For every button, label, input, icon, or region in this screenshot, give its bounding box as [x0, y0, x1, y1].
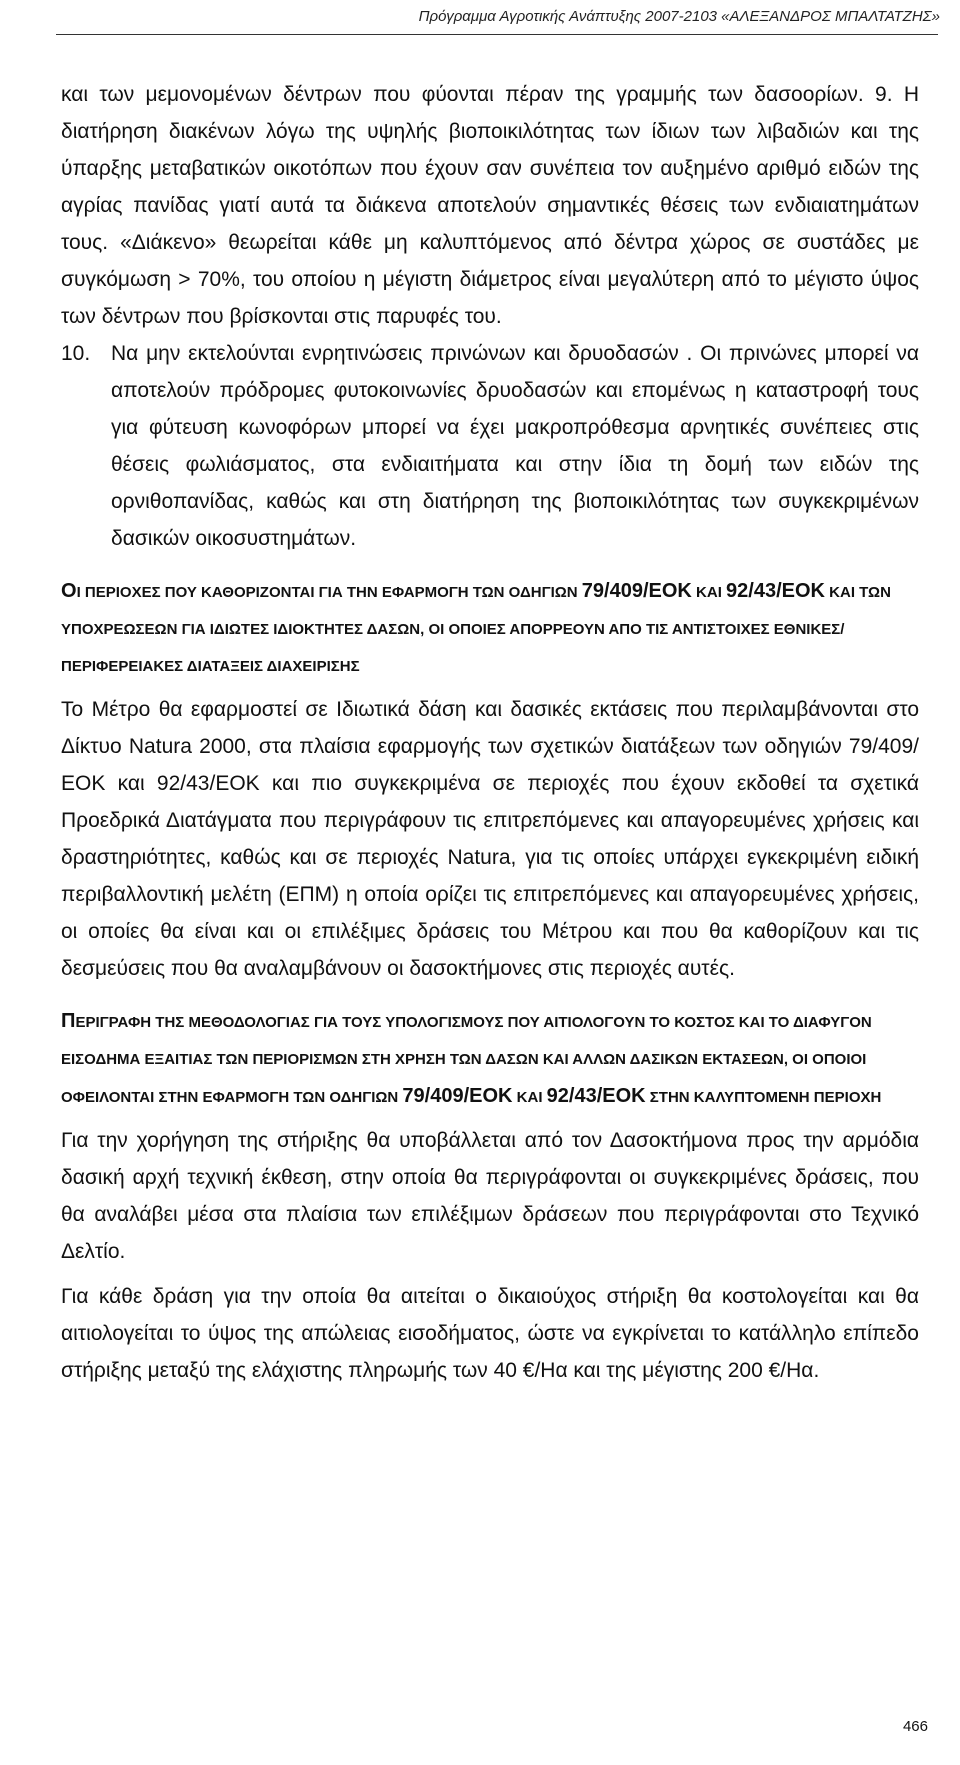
document-body	[61, 76, 919, 1389]
list-item-number: 10.	[61, 342, 91, 365]
section-heading-areas	[61, 573, 919, 685]
heading-text: ΚΑΙ ΤΩΝ ΥΠΟΧΡΕΩΣΕΩΝ ΓΙΑ ΙΔΙΩΤΕΣ ΙΔΙΟΚΤΗΤΕΣ ΔΑΣΩΝ, ΟΙ ΟΠΟΙΕΣ ΑΠΟΡΡΕΟΥΝ ΑΠΟ ΤΙΣ ΑΝΤΙΣΤΟΙΧΕΣ ΕΘΝΙΚΕΣ/ΠΕΡΙΦΕΡΕΙΑΚΕΣ ΔΙΑΤΑΞΕΙΣ ΔΙΑΧΕΙΡΙΣΗΣ	[61, 584, 891, 675]
list-item-10	[61, 335, 919, 557]
page-number: 466	[902, 1718, 928, 1735]
heading-text: Ι ΠΕΡΙΟΧΕΣ ΠΟΥ ΚΑΘΟΡΙΖΟΝΤΑΙ ΓΙΑ ΤΗΝ ΕΦΑΡΜΟΓΗ ΤΩΝ ΟΔΗΓΙΩΝ	[76, 584, 582, 601]
paragraph-continuation: και των μεμονομένων δέντρων που φύονται πέραν της γραμμής των δασοορίων. 9. Η διατήρηση διακένων λόγω της υψηλής βιοποικιλότητας των ίδιων των λιβαδιών και της ύπαρξης μεταβατικών οικοτόπων που έχουν σαν συνέπεια τον αυξημένο αριθμό ειδών της αγρίας πανίδας γιατί αυτά τα διάκενα αποτελούν σημαντικές θέσεις των ενδιαιατημάτων τους. «Διάκενο» θεωρείται κάθε μη καλυπτόμενος από δέντρα χώρος σε συστάδες με συγκόμωση > 70%, του οποίου η μέγιστη διάμετρος είναι μεγαλύτερη από το μέγιστο ύψος των δέντρων που βρίσκονται στις παρυφές του.	[61, 83, 919, 328]
heading-text: ΕΡΙΓΡΑΦΗ ΤΗΣ ΜΕΘΟΔΟΛΟΓΙΑΣ ΓΙΑ ΤΟΥΣ ΥΠΟΛΟΓΙΣΜΟΥΣ ΠΟΥ ΑΙΤΙΟΛΟΓΟΥΝ ΤΟ ΚΟΣΤΟΣ ΚΑΙ ΤΟ ΔΙΑΦΥΓΟΝ ΕΙΣΟΔΗΜΑ ΕΞΑΙΤΙΑΣ ΤΩΝ ΠΕΡΙΟΡΙΣΜΩΝ ΣΤΗ ΧΡΗΣΗ ΤΩΝ ΔΑΣΩΝ ΚΑΙ ΑΛΛΩΝ ΔΑΣΙΚΩΝ ΕΚΤΑΣΕΩΝ, ΟΙ ΟΠΟΙΟΙ ΟΦΕΙΛΟΝΤΑΙ ΣΤΗΝ ΕΦΑΡΜΟΓΗ ΤΩΝ ΟΔΗΓΙΩΝ	[61, 1014, 872, 1106]
heading-text: ΣΤΗΝ ΚΑΛΥΠΤΟΜΕΝΗ ΠΕΡΙΟΧΗ	[645, 1089, 882, 1106]
heading-directive: 79/409/ΕΟΚ	[581, 580, 692, 602]
heading-text: ΚΑΙ	[512, 1089, 547, 1106]
heading-directive: 92/43/ΕΟΚ	[726, 580, 825, 602]
list-item-text: Να μην εκτελούνται ενρητινώσεις πρινώνων και δρυοδασών . Οι πρινώνες μπορεί να αποτελούν πρόδρομες φυτοκοινωνίες δρυοδασών και επομένως η καταστροφή τους για φύτευση κωνοφόρων μπορεί να έχει μακροπρόθεσμα αρνητικές συνέπειες στις θέσεις φωλιάσματος, στα ενδιαιτήματα και στην ίδια τη δομή των ειδών της ορνιθοπανίδας, καθώς και στη διατήρηση της βιοποικιλότητας των συγκεκριμένων δασικών οικοσυστημάτων.	[111, 342, 919, 550]
header-rule	[56, 34, 938, 35]
heading-directive: 79/409/ΕΟΚ	[402, 1085, 513, 1107]
paragraph-gap	[61, 1270, 919, 1278]
running-header: Πρόγραμμα Αγροτικής Ανάπτυξης 2007-2103 «ΑΛΕΞΑΝΔΡΟΣ ΜΠΑΛΤΑΤΖΗΣ»	[418, 8, 940, 25]
heading-text: ΚΑΙ	[691, 584, 727, 601]
section-heading-methodology	[61, 1003, 919, 1116]
paragraph-action: Για κάθε δράση για την οποία θα αιτείται ο δικαιούχος στήριξη θα κοστολογείται και θα αιτιολογείται το ύψος της απώλειας εισοδήματος, ώστε να εγκρίνεται το κατάλληλο επίπεδο στήριξης μεταξύ της ελάχιστης πληρωμής των 40 €/Ηα και της μέγιστης 200 €/Ηα.	[61, 1285, 919, 1382]
heading-initial: Ο	[61, 580, 77, 602]
paragraph-support: Για την χορήγηση της στήριξης θα υποβάλλεται από τον Δασοκτήμονα προς την αρμόδια δασική αρχή τεχνική έκθεση, στην οποία θα περιγράφονται οι συγκεκριμένες δράσεις, που θα αναλάβει μέσα στα πλαίσια των επιλέξιμων δράσεων που περιγράφονται στο Τεχνικό Δελτίο.	[61, 1129, 919, 1263]
heading-directive: 92/43/ΕΟΚ	[546, 1085, 646, 1107]
paragraph-measure: Το Μέτρο θα εφαρμοστεί σε Ιδιωτικά δάση και δασικές εκτάσεις που περιλαμβάνονται στο Δίκτυο Natura 2000, στα πλαίσια εφαρμογής των σχετικών διατάξεων των οδηγιών 79/409/ΕΟΚ και 92/43/ΕΟΚ και πιο συγκεκριμένα σε περιοχές που έχουν εκδοθεί τα σχετικά Προεδρικά Διατάγματα που περιγράφουν τις επιτρεπόμενες και απαγορευμένες χρήσεις και δραστηριότητες, καθώς και σε περιοχές Natura, για τις οποίες υπάρχει εγκεκριμένη ειδική περιβαλλοντική μελέτη (ΕΠΜ) η οποία ορίζει τις επιτρεπόμενες και απαγορευμένες χρήσεις, οι οποίες θα είναι και οι επιλέξιμες δράσεις του Μέτρου και που θα καθορίζουν και τις δεσμεύσεις που θα αναλαμβάνουν οι δασοκτήμονες στις περιοχές αυτές.	[61, 698, 919, 980]
heading-initial: Π	[61, 1010, 76, 1032]
